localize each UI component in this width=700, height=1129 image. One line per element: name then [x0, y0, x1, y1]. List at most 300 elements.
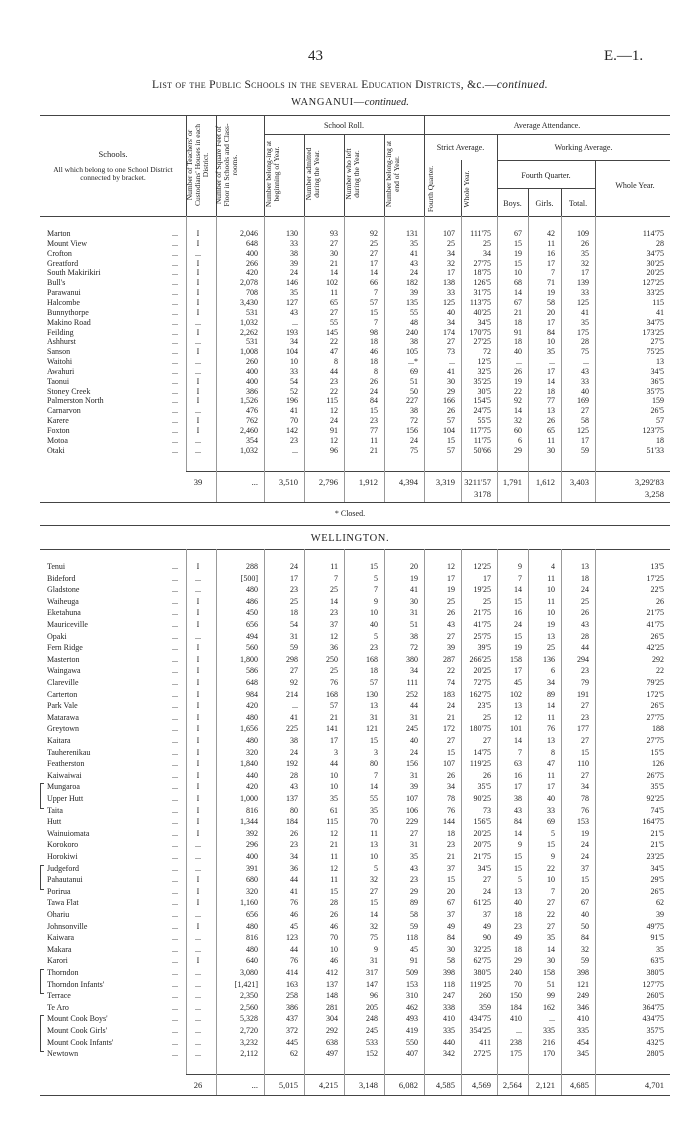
square-feet-cell: 320: [246, 747, 258, 757]
roll-admitted-cell: 25: [330, 585, 338, 595]
teachers-houses-cell: I: [196, 307, 200, 317]
square-feet-cell: 386: [246, 386, 258, 396]
leader-dots: ...: [172, 724, 178, 734]
roll-begin-cell: 123: [286, 933, 298, 943]
roll-left-cell: 7: [374, 288, 378, 298]
boys-cell: ...: [516, 357, 522, 367]
leader-dots: ...: [172, 794, 178, 803]
roll-left-cell: 25: [370, 238, 378, 248]
roll-begin-cell: 38: [290, 248, 298, 258]
leader-dots: ...: [172, 852, 178, 861]
total-cell: 41: [581, 307, 589, 317]
boys-cell: 150: [510, 991, 522, 1001]
title-suffix: , &c.—: [460, 79, 497, 91]
teachers-houses-cell: I: [196, 562, 200, 571]
roll-left-cell: 17: [370, 258, 378, 268]
square-feet-cell: 640: [246, 956, 258, 966]
teachers-houses-cell: I: [196, 875, 200, 885]
roll-end-cell: 19: [410, 573, 418, 583]
fourth-quarter-header: Fourth Quarter.: [521, 171, 571, 180]
total-cell: 32: [581, 258, 589, 268]
roll-end-cell: 43: [410, 258, 418, 268]
square-feet-cell: 1,032: [240, 317, 258, 327]
total-cell: 37: [581, 863, 589, 873]
square-feet-cell: 560: [246, 643, 258, 653]
girls-cell: 14: [547, 701, 555, 711]
boys-cell: 15: [514, 852, 522, 861]
total-cell: 191: [577, 689, 589, 699]
school-name: Mount Cook Infants': [47, 1037, 114, 1047]
teachers-houses-cell: I: [196, 666, 200, 676]
column-rule: [461, 549, 462, 1074]
girls-cell: ...: [549, 357, 555, 367]
square-feet-cell: 816: [246, 805, 258, 815]
strict-whole-year-cell: 119'25: [469, 759, 491, 769]
working-average-header: Working Average.: [554, 143, 613, 152]
roll-end-cell: 41: [410, 585, 418, 595]
school-name: Taonui: [47, 376, 70, 386]
school-name: Taita: [47, 805, 63, 815]
leader-dots: ...: [172, 712, 178, 722]
total-cell: 50: [581, 921, 589, 931]
roll-left-cell: 24: [370, 386, 378, 396]
roll-begin-cell: 23: [290, 840, 298, 850]
teachers-houses-cell: I: [196, 596, 200, 606]
square-feet-cell: 480: [246, 944, 258, 954]
roll-admitted-cell: 412: [326, 968, 338, 977]
total-cell: 33: [581, 376, 589, 386]
total-cell: 15: [581, 875, 589, 885]
roll-left-cell: 5: [374, 631, 378, 641]
roll-left-cell: 13: [370, 840, 378, 850]
total-cell: 294: [577, 654, 589, 664]
roll-admitted-cell: 30: [330, 248, 338, 258]
roll-begin-total: 3,510: [278, 477, 298, 487]
column-rule: [344, 549, 345, 1074]
totals-column-rule: [344, 1074, 345, 1095]
totals-column-rule: [497, 471, 498, 502]
roll-left-cell: 205: [366, 1002, 378, 1012]
roll-left-cell: 57: [370, 678, 378, 687]
teachers-houses-cell: I: [196, 770, 200, 780]
square-feet-cell: 476: [246, 406, 258, 416]
girls-header: Girls.: [535, 199, 554, 208]
strict-whole-year-cell: 20'75: [473, 840, 491, 850]
school-name: Stoney Creek: [47, 386, 91, 396]
roll-end-cell: 31: [410, 770, 418, 780]
strict-whole-year-cell: 55'5: [477, 416, 491, 426]
table-title: [0, 79, 700, 91]
roll-end-cell: 419: [406, 1026, 418, 1035]
leader-dots: ...: [172, 268, 178, 278]
girls-cell: 84: [547, 327, 555, 337]
teachers-houses-cell: ...: [195, 585, 201, 595]
boys-cell: 13: [514, 701, 522, 711]
roll-admitted-cell: 250: [326, 654, 338, 664]
roll-left-cell: 5: [374, 863, 378, 873]
square-feet-cell: 420: [246, 268, 258, 278]
boys-cell: 29: [514, 445, 522, 455]
roll-end-cell: 38: [410, 337, 418, 347]
strict-whole-year-cell: 162'75: [469, 689, 491, 699]
roll-end-cell: 58: [410, 910, 418, 919]
whole-year-cell: 35'5: [650, 782, 664, 792]
leader-dots: ...: [172, 337, 178, 347]
totals-column-rule: [595, 1074, 596, 1095]
totals-column-rule: [595, 471, 596, 502]
school-name: Mount View: [47, 238, 88, 248]
roll-left-cell: 152: [366, 1049, 378, 1059]
boys-cell: 14: [514, 828, 522, 838]
boys-cell: 158: [510, 654, 522, 664]
teachers-houses-cell: ...: [195, 573, 201, 583]
school-name: Featherston: [47, 759, 85, 769]
boys-cell: 16: [514, 770, 522, 780]
roll-left-cell: 31: [370, 712, 378, 722]
square-feet-cell: 266: [246, 258, 258, 268]
boys-cell: 29: [514, 956, 522, 966]
leader-dots: ...: [172, 1002, 178, 1012]
girls-cell: 17: [547, 317, 555, 327]
roll-left-cell: 57: [370, 297, 378, 307]
school-name: Sanson: [47, 347, 71, 357]
boys-cell: 84: [514, 817, 522, 827]
teachers-houses-cell: I: [196, 268, 200, 278]
roll-admitted-cell: 3: [334, 747, 338, 757]
teachers-houses-cell: I: [196, 288, 200, 298]
boys-cell: 175: [510, 1049, 522, 1059]
boys-cell: ...: [516, 1026, 522, 1035]
square-feet-cell: 2,460: [240, 426, 258, 435]
girls-total: 1,612: [535, 477, 555, 487]
boys-cell: 63: [514, 759, 522, 769]
square-feet-cell: 420: [246, 701, 258, 711]
roll-admitted-cell: 21: [330, 258, 338, 268]
strict-fourth-quarter-cell: 338: [443, 1002, 455, 1012]
teachers-houses-cell: I: [196, 747, 200, 757]
teachers-houses-cell: I: [196, 654, 200, 664]
roll-left-cell: 15: [370, 736, 378, 745]
title-middle: in the several: [288, 79, 359, 91]
girls-cell: 27: [547, 898, 555, 908]
total-cell: 26: [581, 238, 589, 248]
square-feet-cell: 354: [246, 435, 258, 445]
girls-cell: 9: [551, 852, 555, 861]
strict-fourth-quarter-cell: 247: [443, 991, 455, 1001]
roll-admitted-cell: 292: [326, 1026, 338, 1035]
whole-year-cell: 39: [656, 910, 664, 919]
teachers-houses-cell: I: [196, 782, 200, 792]
girls-cell: 30: [547, 956, 555, 966]
strict-fourth-quarter-cell: 183: [443, 689, 455, 699]
roll-end-cell: 72: [410, 643, 418, 653]
roll-left-cell: 21: [370, 445, 378, 455]
girls-cell: 162: [543, 1002, 555, 1012]
school-name: Johnsonville: [47, 921, 88, 931]
boys-cell: 17: [514, 666, 522, 676]
whole-year-cell: 27'5: [650, 337, 664, 347]
square-feet-cell: [500]: [240, 573, 258, 583]
roll-admitted-cell: 91: [330, 426, 338, 435]
strict-fourth-quarter-cell: 15: [447, 875, 455, 885]
roll-admitted-cell: 168: [326, 689, 338, 699]
strict-fourth-quarter-cell: 21: [447, 712, 455, 722]
school-name: Opaki: [47, 631, 67, 641]
strict-fourth-quarter-cell: 144: [443, 817, 455, 827]
roll-begin-cell: 196: [286, 396, 298, 406]
title-public-schools: Public Schools: [209, 79, 285, 91]
school-name: Feilding: [47, 327, 74, 337]
strict-whole-year-cell: 30'5: [477, 386, 491, 396]
strict-whole-year-cell: 434'75: [469, 1014, 491, 1024]
boys-cell: 15: [514, 631, 522, 641]
roll-begin-cell: 92: [290, 678, 298, 687]
square-feet-cell: 5,328: [240, 1014, 258, 1024]
boys-cell: 410: [510, 1014, 522, 1024]
whole-year-cell: 26'5: [650, 886, 664, 896]
strict-fourth-quarter-cell: 172: [443, 724, 455, 734]
roll-begin-cell: 225: [286, 724, 298, 734]
square-feet-cell: 1,008: [240, 347, 258, 357]
strict-whole-year-cell: 34'5: [477, 863, 491, 873]
roll-begin-cell: 24: [290, 562, 298, 571]
roll-begin-cell: 70: [290, 416, 298, 426]
square-feet-cell: 3,080: [240, 968, 258, 977]
strict-whole-year-cell: 90: [483, 933, 491, 943]
whole-year-cell: 91'5: [650, 933, 664, 943]
total-cell: 345: [577, 1049, 589, 1059]
document-code: E.—1.: [604, 48, 644, 64]
leader-dots: ...: [172, 288, 178, 298]
roll-begin-cell: 76: [290, 898, 298, 908]
school-name: Parawanui: [47, 288, 81, 298]
boys-cell: 23: [514, 921, 522, 931]
square-feet-cell: 296: [246, 840, 258, 850]
strict-fourth-quarter-cell: 30: [447, 376, 455, 386]
column-rule: [561, 549, 562, 1074]
roll-end-cell: 38: [410, 631, 418, 641]
teachers-houses-cell: I: [196, 396, 200, 406]
total-cell: 23: [581, 712, 589, 722]
roll-left-cell: 9: [374, 596, 378, 606]
school-name: Carterton: [47, 689, 78, 699]
roll-admitted-header: Number admitted during the Year.: [304, 147, 321, 201]
square-feet-cell: 400: [246, 376, 258, 386]
totals-column-rule: [304, 1074, 305, 1095]
strict-whole-year-cell: 34: [483, 248, 491, 258]
total-cell: 43: [581, 620, 589, 629]
girls-cell: 216: [543, 1037, 555, 1047]
roll-end-cell: 20: [410, 562, 418, 571]
roll-admitted-cell: 8: [334, 357, 338, 367]
title-continued: continued.: [496, 79, 548, 91]
total-cell: 169: [577, 396, 589, 406]
roll-begin-cell: 23: [290, 435, 298, 445]
total-cell: 121: [577, 979, 589, 989]
total-total: 4,685: [569, 1080, 589, 1090]
leader-dots: ...: [172, 956, 178, 966]
leader-dots: ...: [172, 416, 178, 426]
strict-fourth-quarter-cell: 12: [447, 562, 455, 571]
leader-dots: ...: [172, 805, 178, 815]
teachers-houses-cell: I: [196, 724, 200, 734]
strict-whole-year-cell: 359: [479, 1002, 491, 1012]
teachers-houses-cell: I: [196, 608, 200, 618]
strict-fourth-quarter-cell: 25: [447, 238, 455, 248]
strict-whole-year-cell: 411: [479, 1037, 491, 1047]
roll-left-total: 1,912: [358, 477, 378, 487]
total-cell: 59: [581, 445, 589, 455]
whole-year-cell: 127'25: [642, 278, 664, 288]
girls-cell: 4: [551, 562, 555, 571]
boys-cell: 16: [514, 608, 522, 618]
leader-dots: ...: [172, 979, 178, 989]
roll-begin-cell: 445: [286, 1037, 298, 1047]
roll-begin-cell: 35: [290, 288, 298, 298]
roll-left-cell: 3: [374, 747, 378, 757]
boys-cell: 40: [514, 347, 522, 357]
roll-begin-cell: 34: [290, 852, 298, 861]
strict-whole-year-cell: 25: [483, 238, 491, 248]
column-rule: [595, 216, 596, 471]
girls-cell: 22: [547, 910, 555, 919]
boys-cell: 15: [514, 863, 522, 873]
strict-fourth-quarter-cell: 67: [447, 898, 455, 908]
strict-fourth-quarter-cell: 34: [447, 782, 455, 792]
total-cell: 75: [581, 347, 589, 357]
teachers-houses-cell: ...: [195, 991, 201, 1001]
boys-cell: 15: [514, 258, 522, 268]
roll-end-cell: 118: [406, 933, 418, 943]
leader-dots: ...: [172, 596, 178, 606]
strict-fourth-quarter-cell: 25: [447, 596, 455, 606]
school-name: Carnarvon: [47, 406, 81, 416]
roll-begin-cell: 193: [286, 327, 298, 337]
boys-cell: 67: [514, 229, 522, 238]
column-rule: [497, 216, 498, 471]
roll-admitted-cell: 11: [330, 288, 338, 298]
leader-dots: ...: [172, 435, 178, 445]
whole-year-cell: 159: [652, 396, 664, 406]
girls-cell: 11: [547, 712, 555, 722]
square-feet-cell: 400: [246, 366, 258, 376]
roll-left-cell: 84: [370, 396, 378, 406]
boys-cell: 18: [514, 910, 522, 919]
roll-admitted-cell: 141: [326, 724, 338, 734]
strict-fourth-quarter-cell: 43: [447, 620, 455, 629]
whole-year-cell: 164'75: [642, 817, 664, 827]
boys-cell: 238: [510, 1037, 522, 1047]
teachers-houses-cell: ...: [195, 1026, 201, 1035]
whole-year-cell: 49'75: [646, 921, 664, 931]
column-rule: [424, 549, 425, 1074]
roll-begin-cell: 127: [286, 297, 298, 307]
total-cell: 18: [581, 573, 589, 583]
roll-begin-cell: 41: [290, 886, 298, 896]
leader-dots: ...: [172, 573, 178, 583]
strict-whole-year-cell: 50'66: [473, 445, 491, 455]
wellington-end-rule: [40, 1095, 670, 1096]
strict-whole-year-cell: 14'75: [473, 747, 491, 757]
roll-end-cell: 550: [406, 1037, 418, 1047]
school-name: Foxton: [47, 426, 70, 435]
whole-year-cell: 28: [656, 238, 664, 248]
square-feet-total: ...: [251, 1080, 258, 1090]
strict-whole-year-total: 4,569: [471, 1080, 491, 1090]
strict-fourth-quarter-cell: 24: [447, 701, 455, 711]
roll-begin-cell: 33: [290, 366, 298, 376]
leader-dots: ...: [172, 910, 178, 919]
teachers-houses-cell: I: [196, 759, 200, 769]
girls-cell: 6: [551, 666, 555, 676]
teachers-houses-cell: ...: [195, 944, 201, 954]
total-cell: 35: [581, 248, 589, 258]
roll-begin-cell: 372: [286, 1026, 298, 1035]
total-cell: 28: [581, 631, 589, 641]
leader-dots: ...: [172, 445, 178, 455]
girls-cell: 51: [547, 979, 555, 989]
boys-header: Boys.: [503, 199, 522, 208]
teachers-houses-cell: ...: [195, 852, 201, 861]
whole-year-cell: 292: [652, 654, 664, 664]
whole-year-cell: 36'5: [650, 376, 664, 386]
total-cell: 335: [577, 1026, 589, 1035]
roll-left-cell: 32: [370, 921, 378, 931]
roll-begin-cell: 46: [290, 910, 298, 919]
total-cell: 35: [581, 317, 589, 327]
total-cell: 58: [581, 416, 589, 426]
roll-admitted-cell: 37: [330, 620, 338, 629]
roll-begin-cell: 52: [290, 386, 298, 396]
wellington-top-rule: [40, 525, 670, 526]
school-name: Porirua: [47, 886, 71, 896]
roll-admitted-cell: 15: [330, 886, 338, 896]
strict-whole-year-cell: 111'75: [470, 229, 491, 238]
bracket-mark: [40, 969, 44, 994]
girls-cell: 136: [543, 654, 555, 664]
leader-dots: ...: [172, 689, 178, 699]
roll-begin-cell: 192: [286, 759, 298, 769]
girls-cell: 25: [547, 643, 555, 653]
roll-begin-cell: 17: [290, 573, 298, 583]
column-rule: [216, 549, 217, 1074]
roll-begin-cell: 28: [290, 770, 298, 780]
roll-end-cell: 111: [406, 678, 418, 687]
header-attendance-rule: [424, 134, 670, 135]
strict-whole-year-cell: 27'25: [473, 337, 491, 347]
school-name: Tawa Flat: [47, 898, 79, 908]
girls-cell: 18: [547, 386, 555, 396]
total-cell: 78: [581, 794, 589, 803]
teachers-houses-cell: ...: [195, 366, 201, 376]
roll-admitted-cell: 11: [330, 562, 338, 571]
strict-fourth-quarter-cell: 342: [443, 1049, 455, 1059]
leader-dots: ...: [172, 875, 178, 885]
roll-admitted-cell: 44: [330, 366, 338, 376]
roll-admitted-cell: 35: [330, 794, 338, 803]
roll-begin-cell: ...: [292, 317, 298, 327]
teachers-houses-cell: I: [196, 297, 200, 307]
girls-cell: 14: [547, 376, 555, 386]
teachers-houses-cell: I: [196, 701, 200, 711]
roll-begin-cell: 18: [290, 608, 298, 618]
strict-fourth-quarter-cell: 125: [443, 297, 455, 307]
roll-left-cell: 248: [366, 1014, 378, 1024]
leader-dots: ...: [172, 238, 178, 248]
girls-cell: 11: [547, 435, 555, 445]
column-rule: [384, 216, 385, 471]
strict-fourth-quarter-cell: 15: [447, 747, 455, 757]
